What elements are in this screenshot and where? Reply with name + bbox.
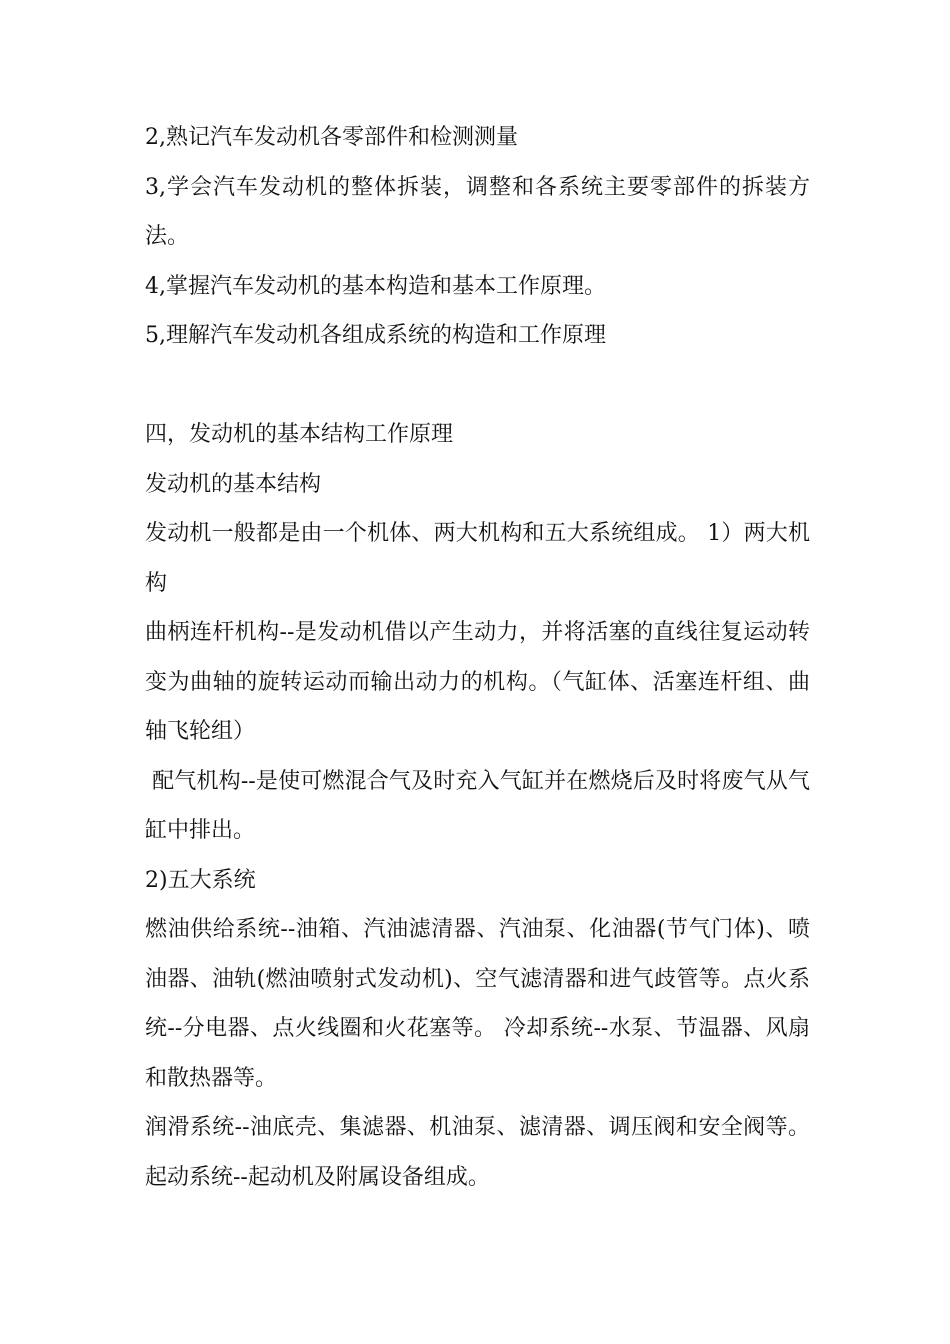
subheading-basic-structure: 发动机的基本结构	[145, 471, 322, 497]
paragraph-crank-mechanism: 曲柄连杆机构--是发动机借以产生动力，并将活塞的直线往复运动转变为曲轴的旋转运动而输出动力的机构。（气缸体、活塞连杆组、曲轴飞轮组）	[145, 620, 810, 744]
paragraph-five-systems-heading: 2)五大系统	[145, 867, 256, 893]
paragraph-objective-3: 3,学会汽车发动机的整体拆装，调整和各系统主要零部件的拆装方法。	[145, 174, 810, 249]
blank-line	[145, 361, 810, 411]
document-body	[145, 113, 810, 1202]
paragraph-objective-5: 5,理解汽车发动机各组成系统的构造和工作原理	[145, 323, 606, 348]
paragraph-objective-4: 4,掌握汽车发动机的基本构造和基本工作原理。	[145, 273, 606, 299]
paragraph-engine-composition: 发动机一般都是由一个机体、两大机构和五大系统组成。 1）两大机构	[145, 521, 810, 596]
section-heading-four: 四，发动机的基本结构工作原理	[145, 422, 454, 447]
paragraph-lubrication-starting: 润滑系统--油底壳、集滤器、机油泵、滤清器、调压阀和安全阀等。 起动系统--起动机及附属设备组成。	[145, 1115, 810, 1190]
paragraph-valve-mechanism: 配气机构--是使可燃混合气及时充入气缸并在燃烧后及时将废气从气缸中排出。	[145, 768, 810, 843]
paragraph-objective-2: 2,熟记汽车发动机各零部件和检测测量	[145, 125, 518, 150]
paragraph-fuel-ignition-cooling: 燃油供给系统--油箱、汽油滤清器、汽油泵、化油器(节气门体)、喷油器、油轨(燃油喷射式发动机)、空气滤清器和进气歧管等。点火系统--分电器、点火线圈和火花塞等。 冷却系统--水泵、节温器、风扇和散热器等。	[145, 917, 810, 1091]
